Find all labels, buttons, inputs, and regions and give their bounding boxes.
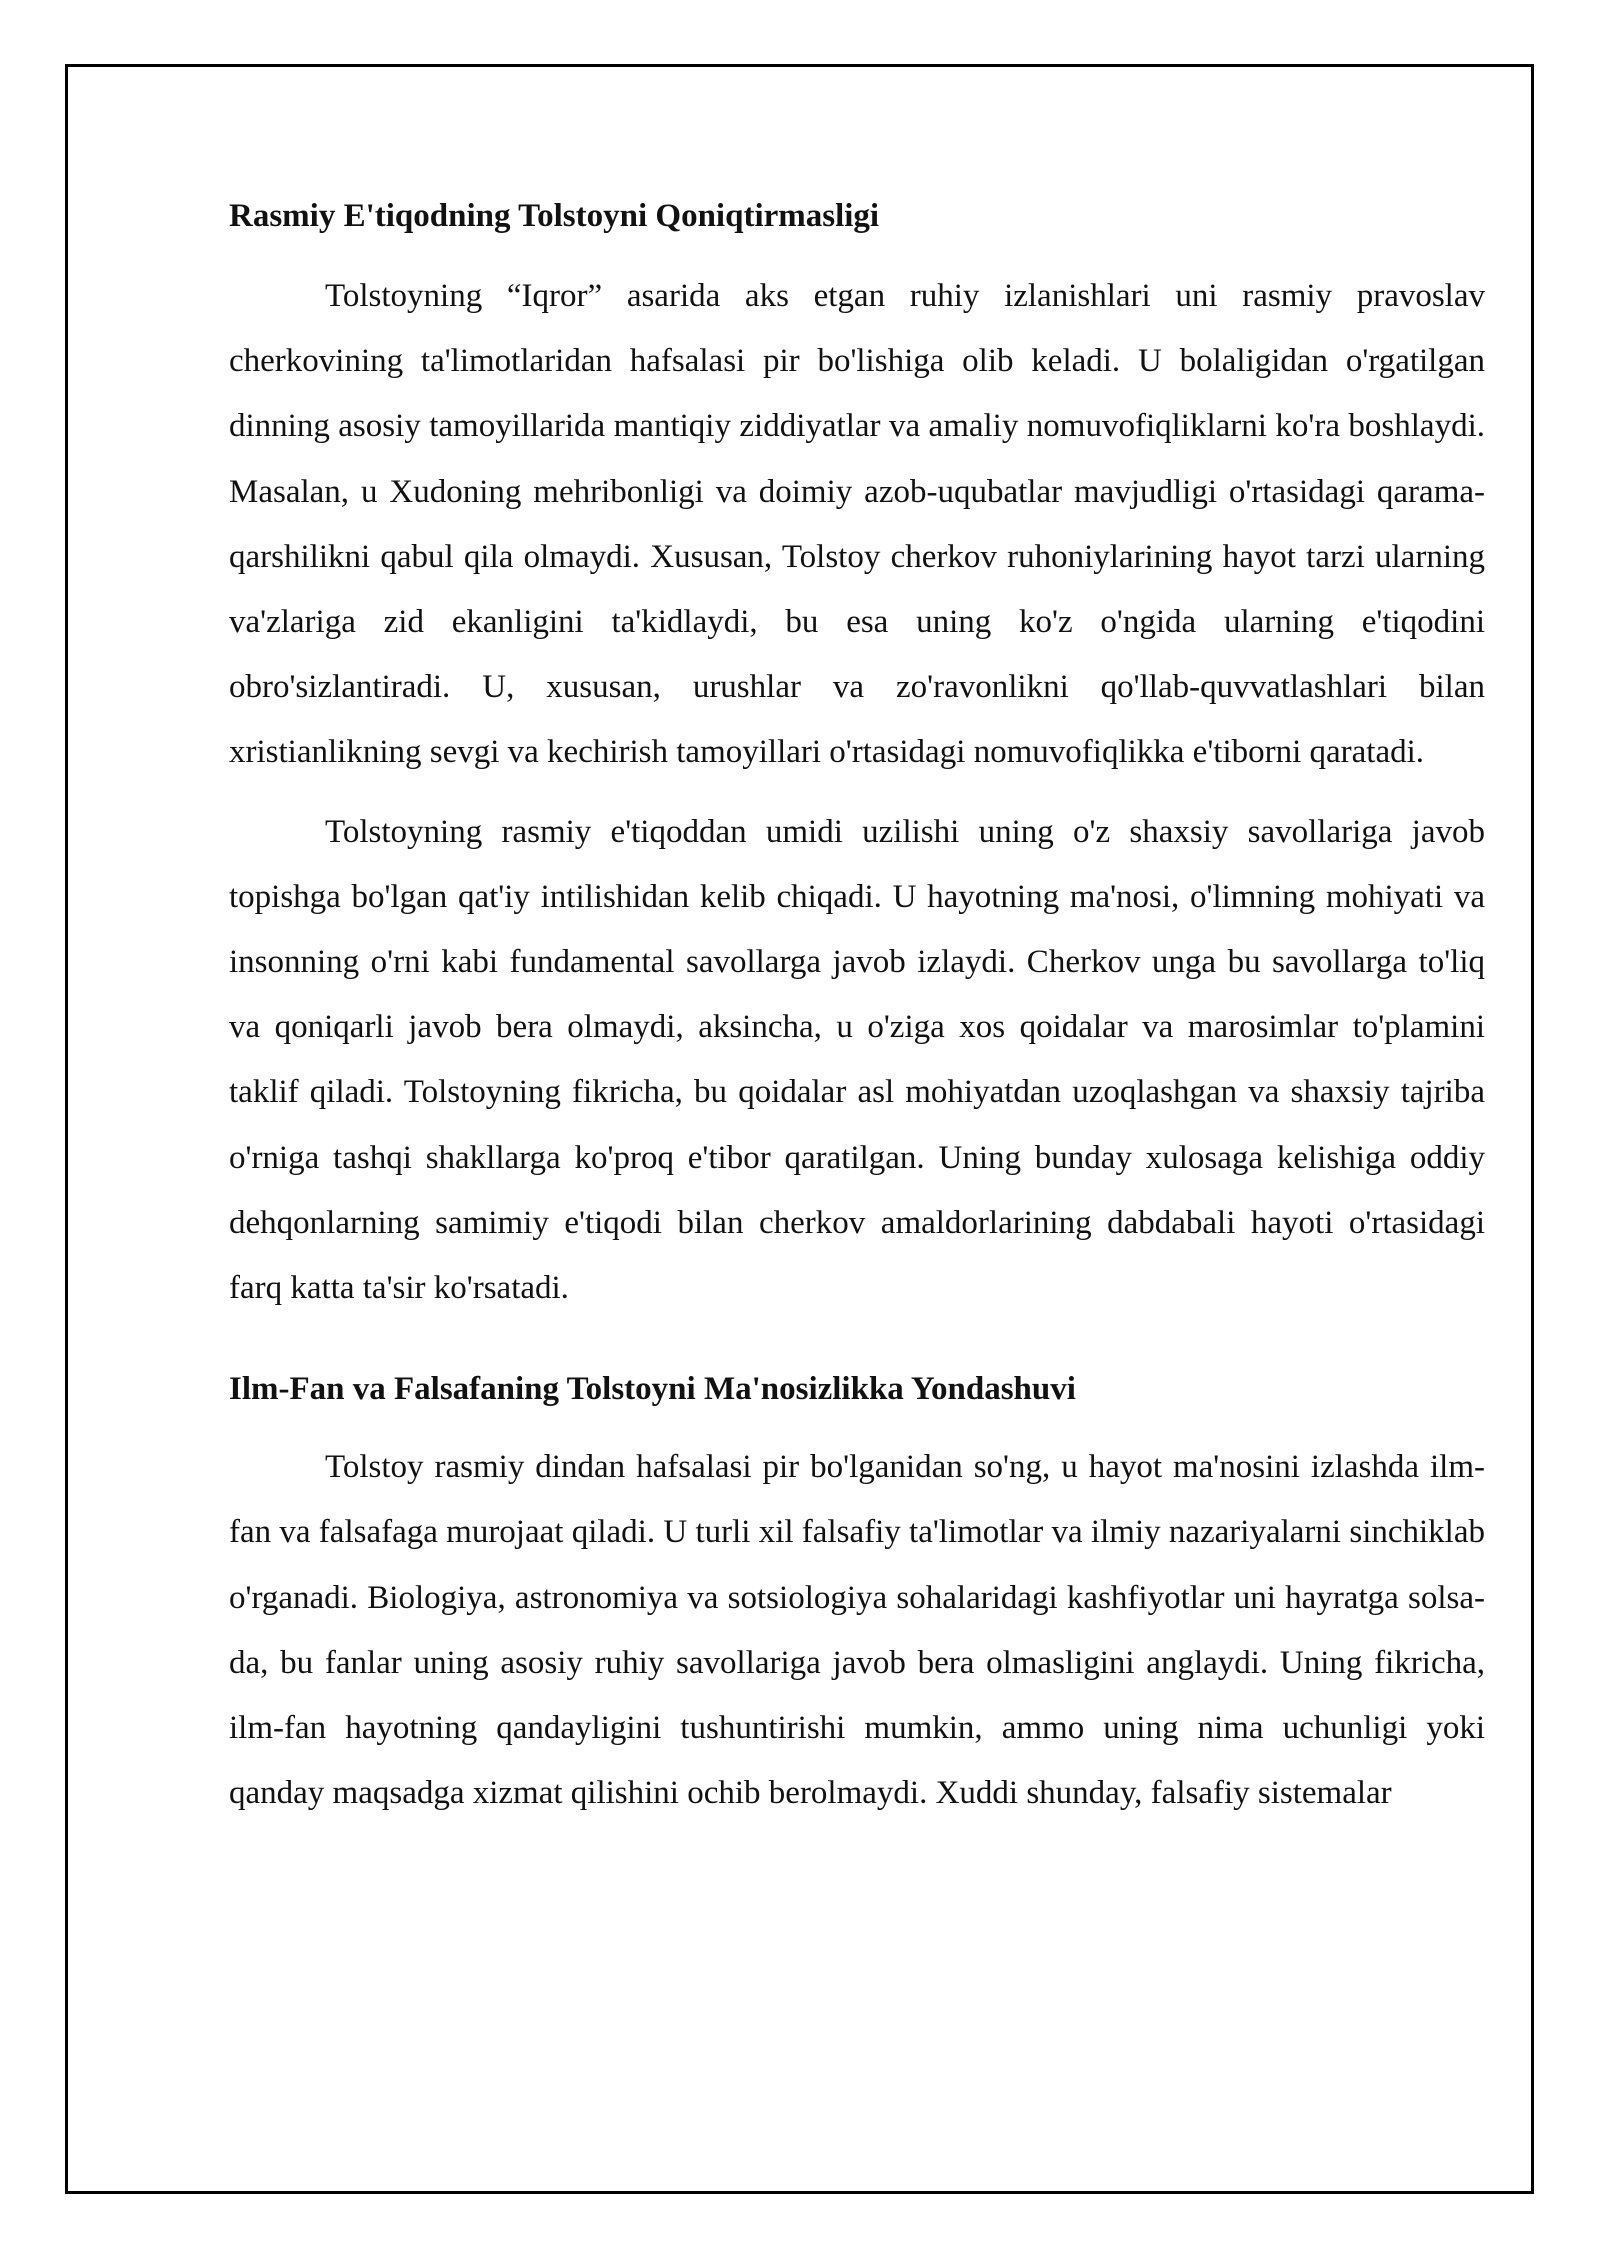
document-body (229, 196, 1485, 1826)
body-paragraph: Tolstoy rasmiy dindan hafsalasi pir bo'lganidan so'ng, u hayot ma'nosini izlashda ilm-fan va falsafaga murojaat qiladi. U turli xil falsafiy ta'limotlar va ilmiy nazariyalarni sinchiklab o'rganadi. Biologiya, astronomiya va sotsiologiya sohalaridagi kashfiyotlar uni hayratga solsa-da, bu fanlar uning asosiy ruhiy savollariga javob bera olmasligini anglaydi. Uning fikricha, ilm-fan hayotning qandayligini tushuntirishi mumkin, ammo uning nima uchunligi yoki qanday maqsadga xizmat qilishini ochib berolmaydi. Xuddi shunday, falsafiy sistemalar (229, 1449, 1485, 1812)
body-paragraph: Tolstoyning rasmiy e'tiqoddan umidi uzilishi uning o'z shaxsiy savollariga javob topishga bo'lgan qat'iy intilishidan kelib chiqadi. U hayotning ma'nosi, o'limning mohiyati va insonning o'rni kabi fundamental savollarga javob izlaydi. Cherkov unga bu savollarga to'liq va qoniqarli javob bera olmaydi, aksincha, u o'ziga xos qoidalar va marosimlar to'plamini taklif qiladi. Tolstoyning fikricha, bu qoidalar asl mohiyatdan uzoqlashgan va shaxsiy tajriba o'rniga tashqi shakllarga ko'proq e'tibor qaratilgan. Uning bunday xulosaga kelishiga oddiy dehqonlarning samimiy e'tiqodi bilan cherkov amaldorlarining dabdabali hayoti o'rtasidagi farq katta ta'sir ko'rsatadi. (229, 813, 1485, 1307)
body-paragraph: Tolstoyning “Iqror” asarida aks etgan ruhiy izlanishlari uni rasmiy pravoslav cherkovining ta'limotlaridan hafsalasi pir bo'lishiga olib keladi. U bolaligidan o'rgatilgan dinning asosiy tamoyillarida mantiqiy ziddiyatlar va amaliy nomuvofiqliklarni ko'ra boshlaydi. Masalan, u Xudoning mehribonligi va doimiy azob-uqubatlar mavjudligi o'rtasidagi qarama-qarshilikni qabul qila olmaydi. Xususan, Tolstoy cherkov ruhoniylarining hayot tarzi ularning va'zlariga zid ekanligini ta'kidlaydi, bu esa uning ko'z o'ngida ularning e'tiqodini obro'sizlantiradi. U, xususan, urushlar va zo'ravonlikni qo'llab-quvvatlashlari bilan xristianlikning sevgi va kechirish tamoyillari o'rtasidagi nomuvofiqlikka e'tiborni qaratadi. (229, 278, 1485, 771)
section-heading: Rasmiy E'tiqodning Tolstoyni Qoniqtirmasligi (229, 198, 880, 234)
section-heading: Ilm-Fan va Falsafaning Tolstoyni Ma'nosizlikka Yondashuvi (229, 1371, 1076, 1408)
